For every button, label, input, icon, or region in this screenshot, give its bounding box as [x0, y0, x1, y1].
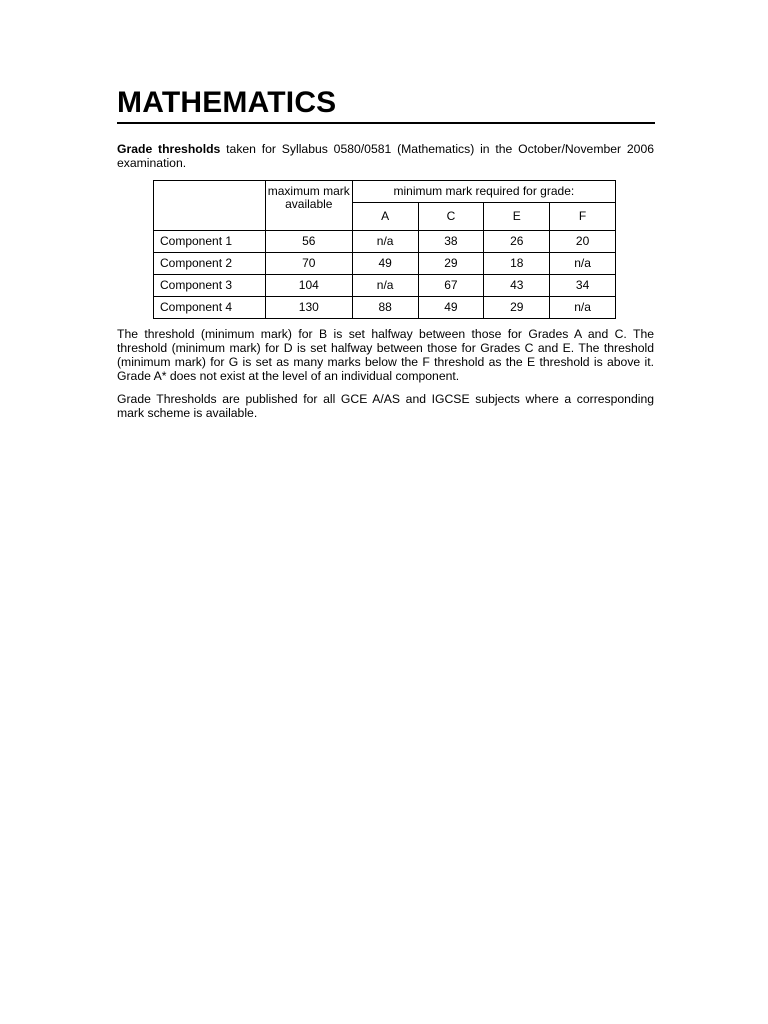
- grade-f-cell: n/a: [550, 253, 616, 275]
- grade-c-cell: 29: [418, 253, 484, 275]
- component-label: Component 4: [154, 297, 266, 319]
- grade-f-cell: n/a: [550, 297, 616, 319]
- publication-note-paragraph: Grade Thresholds are published for all GCE A/AS and IGCSE subjects where a corresponding mark scheme is available.: [117, 392, 654, 420]
- grade-header-e: E: [484, 203, 550, 231]
- grade-e-cell: 26: [484, 231, 550, 253]
- min-mark-header: minimum mark required for grade:: [352, 181, 615, 203]
- table-row: [154, 297, 616, 319]
- page-title: MATHEMATICS: [117, 86, 337, 119]
- title-rule: [117, 122, 655, 124]
- grade-a-cell: 88: [352, 297, 418, 319]
- max-mark-cell: 104: [265, 275, 352, 297]
- max-mark-cell: 56: [265, 231, 352, 253]
- grade-a-cell: n/a: [352, 231, 418, 253]
- grade-c-cell: 67: [418, 275, 484, 297]
- grade-header-c: C: [418, 203, 484, 231]
- grade-header-f: F: [550, 203, 616, 231]
- table-row: [154, 231, 616, 253]
- grade-e-cell: 43: [484, 275, 550, 297]
- component-label: Component 1: [154, 231, 266, 253]
- max-mark-cell: 130: [265, 297, 352, 319]
- grade-e-cell: 29: [484, 297, 550, 319]
- grade-c-cell: 38: [418, 231, 484, 253]
- intro-text: taken for Syllabus 0580/0581 (Mathematics) in the October/November 2006 examination.: [117, 142, 654, 170]
- threshold-explanation-paragraph: The threshold (minimum mark) for B is set halfway between those for Grades A and C. The threshold (minimum mark) for D is set halfway between those for Grades C and E. The threshold (minimum mark) for G is set as many marks below the F threshold as the E threshold is above it. Grade A* does not exist at the level of an individual component.: [117, 327, 654, 383]
- max-mark-cell: 70: [265, 253, 352, 275]
- grade-a-cell: 49: [352, 253, 418, 275]
- component-label: Component 2: [154, 253, 266, 275]
- grade-f-cell: 34: [550, 275, 616, 297]
- grade-f-cell: 20: [550, 231, 616, 253]
- grade-a-cell: n/a: [352, 275, 418, 297]
- grade-thresholds-table: [153, 180, 616, 319]
- max-mark-header: maximum mark available: [265, 181, 352, 231]
- table-row: [154, 275, 616, 297]
- grade-c-cell: 49: [418, 297, 484, 319]
- intro-bold: Grade thresholds: [117, 142, 221, 156]
- intro-paragraph: [117, 142, 654, 170]
- table-row: [154, 253, 616, 275]
- grade-header-a: A: [352, 203, 418, 231]
- corner-header-cell: [154, 181, 266, 231]
- component-label: Component 3: [154, 275, 266, 297]
- grade-e-cell: 18: [484, 253, 550, 275]
